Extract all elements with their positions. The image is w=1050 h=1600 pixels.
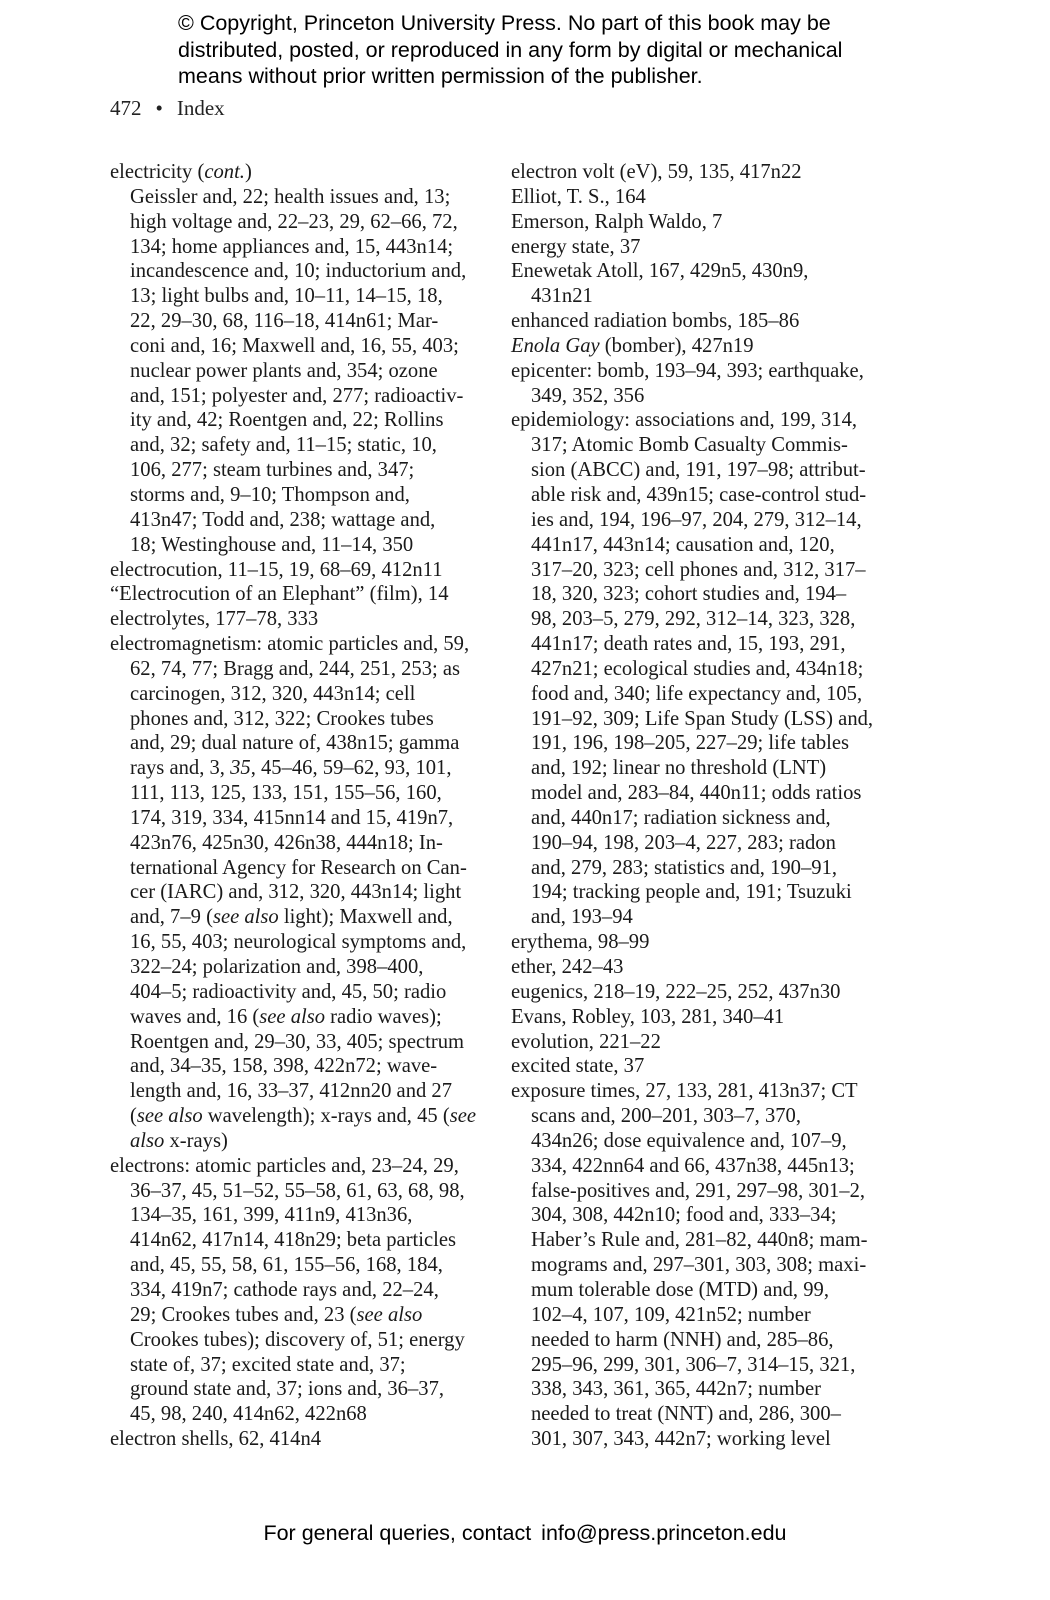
bullet-separator: • [155, 96, 163, 120]
index-subentry-line: ground state and, 37; ions and, 36–37, [130, 1378, 445, 1401]
index-subentry-line: also x-rays) [130, 1129, 228, 1152]
index-subentry-line: 16, 55, 403; neurological symptoms and, [130, 931, 467, 954]
index-subentry-line: 98, 203–5, 279, 292, 312–14, 323, 328, [531, 608, 856, 631]
index-subentry-line: incandescence and, 10; inductorium and, [130, 260, 467, 283]
index-subentry-line: and, 34–35, 158, 398, 422n72; wave- [130, 1055, 438, 1078]
index-subentry-line: and, 279, 283; statistics and, 190–91, [531, 856, 838, 879]
index-subentry-line: 334, 422nn64 and 66, 437n38, 445n13; [531, 1154, 855, 1177]
index-column-left [110, 160, 495, 1452]
index-subentry-line: 45, 98, 240, 414n62, 422n68 [130, 1403, 367, 1426]
index-subentry-line: 191–92, 309; Life Span Study (LSS) and, [531, 707, 874, 730]
index-subentry-line: and, 45, 55, 58, 61, 155–56, 168, 184, [130, 1254, 443, 1277]
index-subentry-line: coni and, 16; Maxwell and, 16, 55, 403; [130, 334, 459, 357]
copyright-notice [178, 10, 978, 90]
index-subentry-line: and, 192; linear no threshold (LNT) [531, 757, 827, 780]
index-subentry-line: 317–20, 323; cell phones and, 312, 317– [531, 558, 866, 581]
index-subentry-line: mum tolerable dose (MTD) and, 99, [531, 1278, 829, 1301]
index-subentry-line: Haber’s Rule and, 281–82, 440n8; mam- [531, 1229, 868, 1252]
index-subentry-line: 441n17; death rates and, 15, 193, 291, [531, 633, 846, 656]
index-subentry-line: ity and, 42; Roentgen and, 22; Rollins [130, 409, 444, 432]
index-subentry-line: 431n21 [531, 285, 593, 308]
footer-text: For general queries, contact [263, 1521, 532, 1545]
index-subentry-line: nuclear power plants and, 354; ozone [130, 359, 438, 382]
index-subentry-line: 111, 113, 125, 133, 151, 155–56, 160, [130, 782, 442, 805]
index-subentry-line: (see also wavelength); x-rays and, 45 (see [130, 1105, 476, 1128]
index-subentry-line: and, 151; polyester and, 277; radioactiv- [130, 384, 464, 407]
index-entry-line: Evans, Robley, 103, 281, 340–41 [511, 1005, 785, 1028]
index-subentry-line: model and, 283–84, 440n11; odds ratios [531, 782, 862, 805]
index-subentry-line: and, 29; dual nature of, 438n15; gamma [130, 732, 460, 755]
index-subentry-line: waves and, 16 (see also radio waves); [130, 1005, 442, 1028]
index-subentry-line: 423n76, 425n30, 426n38, 444n18; In- [130, 831, 443, 854]
index-entry-line: epidemiology: associations and, 199, 314, [511, 409, 858, 432]
index-subentry-line: needed to treat (NNT) and, 286, 300– [531, 1403, 841, 1426]
index-entry-line: Elliot, T. S., 164 [511, 185, 646, 208]
index-subentry-line: 295–96, 299, 301, 306–7, 314–15, 321, [531, 1353, 856, 1376]
index-entry-line: electron shells, 62, 414n4 [110, 1428, 322, 1451]
index-subentry-line: storms and, 9–10; Thompson and, [130, 483, 410, 506]
index-subentry-line: Roentgen and, 29–30, 33, 405; spectrum [130, 1030, 465, 1053]
index-subentry-line: 301, 307, 343, 442n7; working level [531, 1428, 831, 1451]
index-subentry-line: 413n47; Todd and, 238; wattage and, [130, 508, 436, 531]
index-subentry-line: 102–4, 107, 109, 421n52; number [531, 1303, 811, 1326]
index-subentry-line: 304, 308, 442n10; food and, 333–34; [531, 1204, 837, 1227]
index-subentry-line: 427n21; ecological studies and, 434n18; [531, 657, 864, 680]
index-entry-line: electron volt (eV), 59, 135, 417n22 [511, 161, 802, 183]
index-entry-line: energy state, 37 [511, 235, 641, 258]
footer [0, 1520, 1050, 1546]
index-subentry-line: Crookes tubes); discovery of, 51; energy [130, 1328, 465, 1351]
index-entry-line: epicenter: bomb, 193–94, 393; earthquake, [511, 359, 864, 382]
index-entry-line: Enewetak Atoll, 167, 429n5, 430n9, [511, 260, 809, 283]
index-entry-line: exposure times, 27, 133, 281, 413n37; CT [511, 1080, 858, 1103]
running-head [110, 96, 225, 120]
index-subentry-line: length and, 16, 33–37, 412nn20 and 27 [130, 1080, 453, 1103]
index-entry-line: Emerson, Ralph Waldo, 7 [511, 210, 723, 233]
index-subentry-line: 317; Atomic Bomb Casualty Commis- [531, 434, 848, 457]
copyright-line: © Copyright, Princeton University Press. No part of this book may be [178, 11, 831, 35]
index-entry-line: “Electrocution of an Elephant” (film), 14 [110, 583, 449, 606]
index-entry-line: eugenics, 218–19, 222–25, 252, 437n30 [511, 980, 841, 1003]
index-subentry-line: false-positives and, 291, 297–98, 301–2, [531, 1179, 866, 1202]
index-entry-line: electrocution, 11–15, 19, 68–69, 412n11 [110, 558, 443, 581]
index-subentry-line: 134; home appliances and, 15, 443n14; [130, 235, 454, 258]
index-subentry-line: 349, 352, 356 [531, 384, 645, 407]
index-subentry-line: 441n17, 443n14; causation and, 120, [531, 533, 835, 556]
copyright-line: distributed, posted, or reproduced in any form by digital or mechanical [178, 37, 843, 62]
index-subentry-line: ternational Agency for Research on Can- [130, 856, 467, 879]
index-subentry-line: rays and, 3, 35, 45–46, 59–62, 93, 101, [130, 757, 452, 780]
index-subentry-line: 29; Crookes tubes and, 23 (see also [130, 1303, 423, 1326]
index-entry-line: electrons: atomic particles and, 23–24, 29, [110, 1154, 459, 1177]
index-subentry-line: 322–24; polarization and, 398–400, [130, 956, 424, 978]
copyright-line: means without prior written permission of the publisher. [178, 64, 703, 88]
index-subentry-line: state of, 37; excited state and, 37; [130, 1353, 406, 1376]
page-number: 472 [110, 96, 142, 120]
index-subentry-line: 36–37, 45, 51–52, 55–58, 61, 63, 68, 98, [130, 1179, 465, 1202]
index-entry-line: electrolytes, 177–78, 333 [110, 608, 319, 631]
index-subentry-line: 18, 320, 323; cohort studies and, 194– [531, 583, 847, 606]
index-subentry-line: 434n26; dose equivalence and, 107–9, [531, 1129, 847, 1152]
index-subentry-line: cer (IARC) and, 312, 320, 443n14; light [130, 881, 462, 904]
index-subentry-line: phones and, 312, 322; Crookes tubes [130, 707, 434, 730]
index-entry-line: excited state, 37 [511, 1055, 645, 1078]
index-subentry-line: and, 32; safety and, 11–15; static, 10, [130, 434, 437, 457]
index-subentry-line: ies and, 194, 196–97, 204, 279, 312–14, [531, 508, 862, 531]
index-subentry-line: 190–94, 198, 203–4, 227, 283; radon [531, 831, 836, 854]
index-subentry-line: 191, 196, 198–205, 227–29; life tables [531, 732, 850, 755]
section-title: Index [176, 96, 225, 120]
index-entry-line: Enola Gay (bomber), 427n19 [511, 334, 754, 357]
index-subentry-line: and, 440n17; radiation sickness and, [531, 806, 831, 829]
index-subentry-line: and, 193–94 [531, 906, 633, 929]
index-subentry-line: and, 7–9 (see also light); Maxwell and, [130, 906, 453, 929]
index-subentry-line: 404–5; radioactivity and, 45, 50; radio [130, 980, 447, 1003]
index-subentry-line: 174, 319, 334, 415nn14 and 15, 419n7, [130, 806, 454, 829]
index-subentry-line: 338, 343, 361, 365, 442n7; number [531, 1378, 822, 1401]
index-subentry-line: 134–35, 161, 399, 411n9, 413n36, [130, 1204, 413, 1227]
index-subentry-line: Geissler and, 22; health issues and, 13; [130, 185, 451, 208]
index-subentry-line: 62, 74, 77; Bragg and, 244, 251, 253; as [130, 657, 461, 680]
index-entry-line: ether, 242–43 [511, 956, 624, 978]
index-subentry-line: 13; light bulbs and, 10–11, 14–15, 18, [130, 285, 443, 308]
index-entry-line: enhanced radiation bombs, 185–86 [511, 310, 800, 333]
index-subentry-line: 414n62, 417n14, 418n29; beta particles [130, 1229, 457, 1252]
index-subentry-line: 334, 419n7; cathode rays and, 22–24, [130, 1278, 439, 1301]
index-subentry-line: able risk and, 439n15; case-control stud- [531, 483, 867, 506]
index-entry-line: evolution, 221–22 [511, 1030, 661, 1053]
index-subentry-line: 106, 277; steam turbines and, 347; [130, 459, 415, 482]
index-column-right [511, 160, 901, 1452]
index-subentry-line: carcinogen, 312, 320, 443n14; cell [130, 682, 416, 705]
index-entry-line: electricity (cont.) [110, 161, 252, 183]
index-subentry-line: food and, 340; life expectancy and, 105, [531, 682, 863, 705]
index-subentry-line: mograms and, 297–301, 303, 308; maxi- [531, 1254, 867, 1277]
index-subentry-line: 194; tracking people and, 191; Tsuzuki [531, 881, 852, 904]
index-subentry-line: 18; Westinghouse and, 11–14, 350 [130, 533, 414, 556]
index-subentry-line: scans and, 200–201, 303–7, 370, [531, 1105, 801, 1128]
index-entry-line: erythema, 98–99 [511, 931, 650, 954]
footer-email-link[interactable]: info@press.princeton.edu [541, 1521, 787, 1545]
index-subentry-line: 22, 29–30, 68, 116–18, 414n61; Mar- [130, 310, 439, 333]
index-subentry-line: high voltage and, 22–23, 29, 62–66, 72, [130, 210, 458, 233]
index-subentry-line: sion (ABCC) and, 191, 197–98; attribut- [531, 459, 866, 482]
index-subentry-line: needed to harm (NNH) and, 285–86, [531, 1328, 834, 1351]
index-entry-line: electromagnetism: atomic particles and, 59, [110, 633, 470, 656]
